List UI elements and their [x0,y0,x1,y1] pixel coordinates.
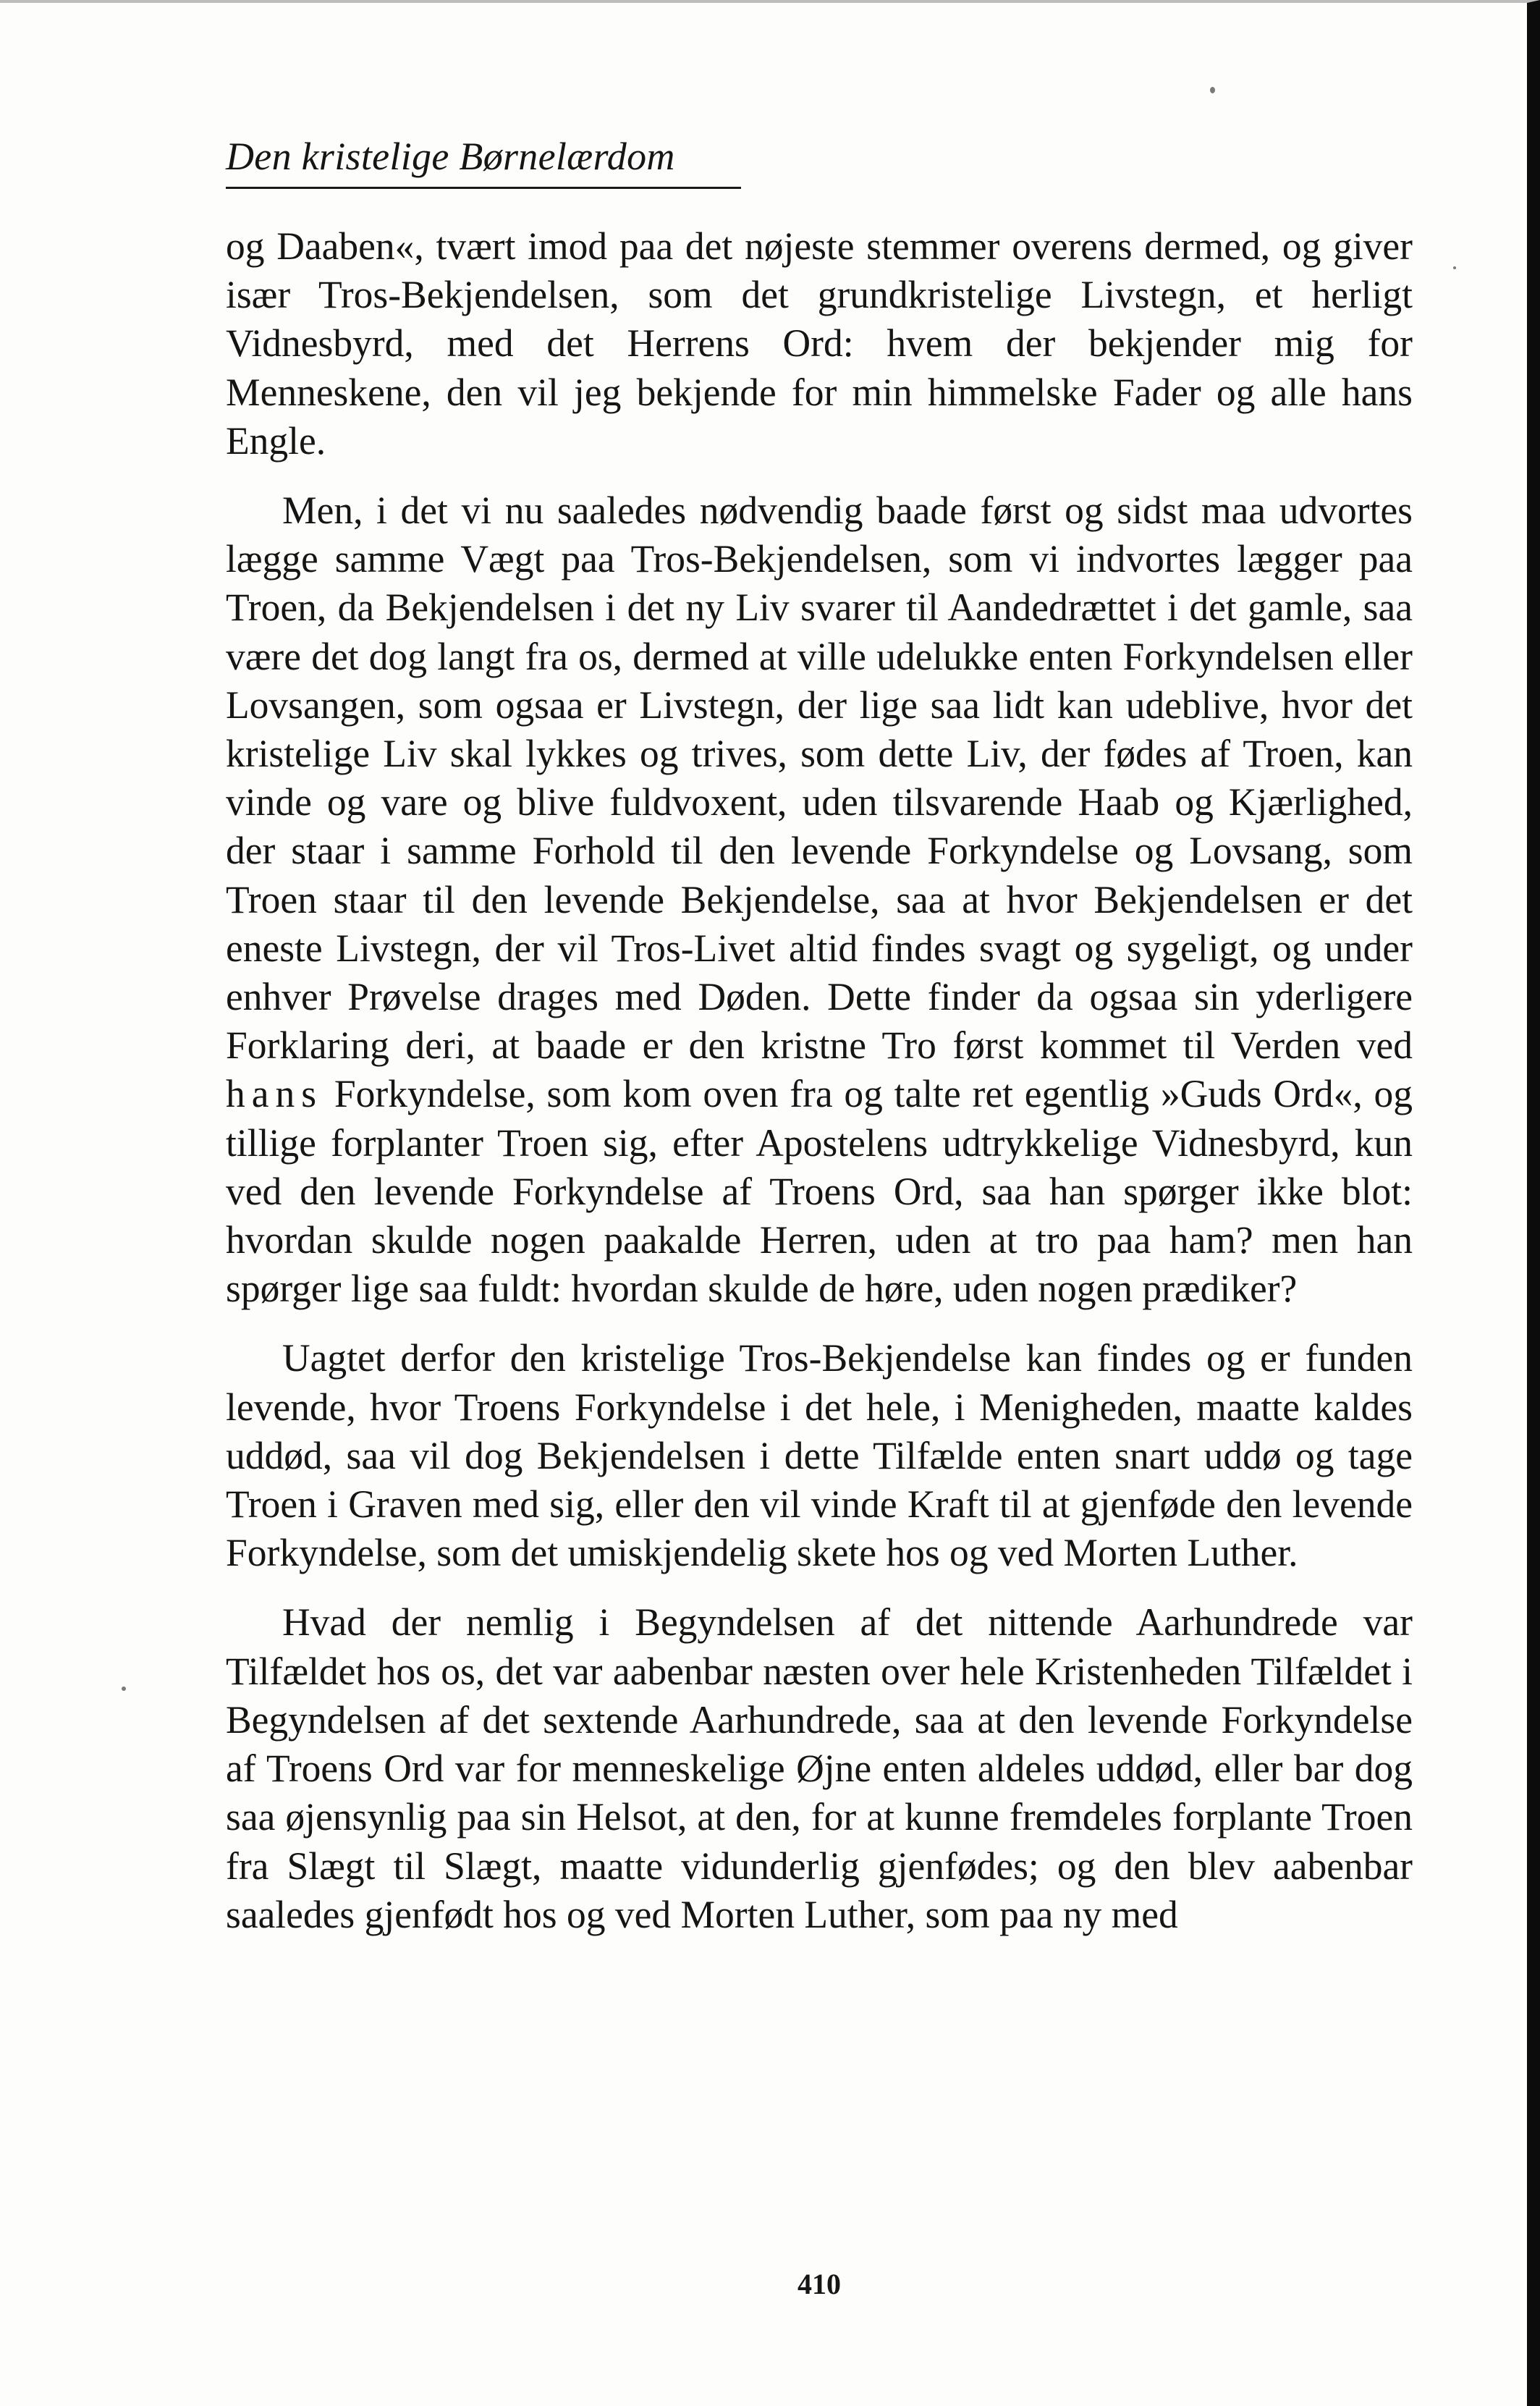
paragraph-3: Uagtet derfor den kristelige Tros-Bekjendelse kan findes og er funden levende, hvor Troens Forkyndelse i det hele, i Menigheden, maatte kaldes uddød, saa vil dog Bekjendelsen i dette Tilfælde enten snart uddø og tage Troen i Graven med sig, eller den vil vinde Kraft til at gjenføde den levende Forkyndelse, som det umiskjendelig skete hos og ved Morten Luther. [226,1336,1413,1575]
paragraph-2-part-2: Forkyndelse, som kom oven fra og talte ret egentlig »Guds Ord«, og tillige forplanter Troen sig, efter Apostelens udtrykkelige Vidnesbyrd, kun ved den levende Forkyndelse af Troens Ord, saa han spørger ikke blot: hvordan skulde nogen paakalde Herren, uden at tro paa ham? men han spørger lige saa fuldt: hvordan skulde de høre, uden nogen prædiker? [226,1072,1413,1311]
book-page [226,135,1413,2300]
running-head: Den kristelige Børnelærdom [226,135,741,189]
paragraph-1: og Daaben«, tvært imod paa det nøjeste stemmer overens dermed, og giver især Tros-Bekjendelsen, som det grundkristelige Livstegn, et herligt Vidnesbyrd, med det Herrens Ord: hvem der bekjender mig for Menneskene, den vil jeg bekjende for min himmelske Fader og alle hans Engle. [226,224,1413,463]
paragraph-2 [226,486,1413,1313]
scan-speck [1453,266,1456,269]
paragraph-2-part-1: Men, i det vi nu saaledes nødvendig baade først og sidst maa udvortes lægge samme Vægt paa Tros-Bekjendelsen, som vi indvortes lægger paa Troen, da Bekjendelsen i det ny Liv svarer til Aandedrættet i det gamle, saa være det dog langt fra os, dermed at ville udelukke enten Forkyndelsen eller Lovsangen, som ogsaa er Livstegn, der lige saa lidt kan udeblive, hvor det kristelige Liv skal lykkes og trives, som dette Liv, der fødes af Troen, kan vinde og vare og blive fuldvoxent, uden tilsvarende Haab og Kjærlighed, der staar i samme Forhold til den levende Forkyndelse og Lovsang, som Troen staar til den levende Bekjendelse, saa at hvor Bekjendelsen er det eneste Livstegn, der vil Tros-Livet altid findes svagt og sygeligt, og under enhver Prøvelse drages med Døden. Dette finder da ogsaa sin yderligere Forklaring deri, at baade er den kristne Tro først kommet til Verden ved [226,489,1413,1068]
scan-speck [1210,87,1215,93]
emphasized-word: hans [226,1072,323,1116]
scan-speck [122,1687,126,1691]
page-number: 410 [798,2268,841,2300]
body-text [226,222,1413,1939]
paragraph-4: Hvad der nemlig i Begyndelsen af det nittende Aarhundrede var Tilfældet hos os, det var aabenbar næsten over hele Kristenheden Tilfældet i Begyndelsen af det sextende Aarhundrede, saa at den levende Forkyndelse af Troens Ord var for menneskelige Øjne enten aldeles uddød, eller bar dog saa øjensynlig paa sin Helsot, at den, for at kunne fremdeles forplante Troen fra Slægt til Slægt, maatte vidunderlig gjenfødes; og den blev aabenbar saaledes gjenfødt hos og ved Morten Luther, som paa ny med [226,1600,1413,1936]
